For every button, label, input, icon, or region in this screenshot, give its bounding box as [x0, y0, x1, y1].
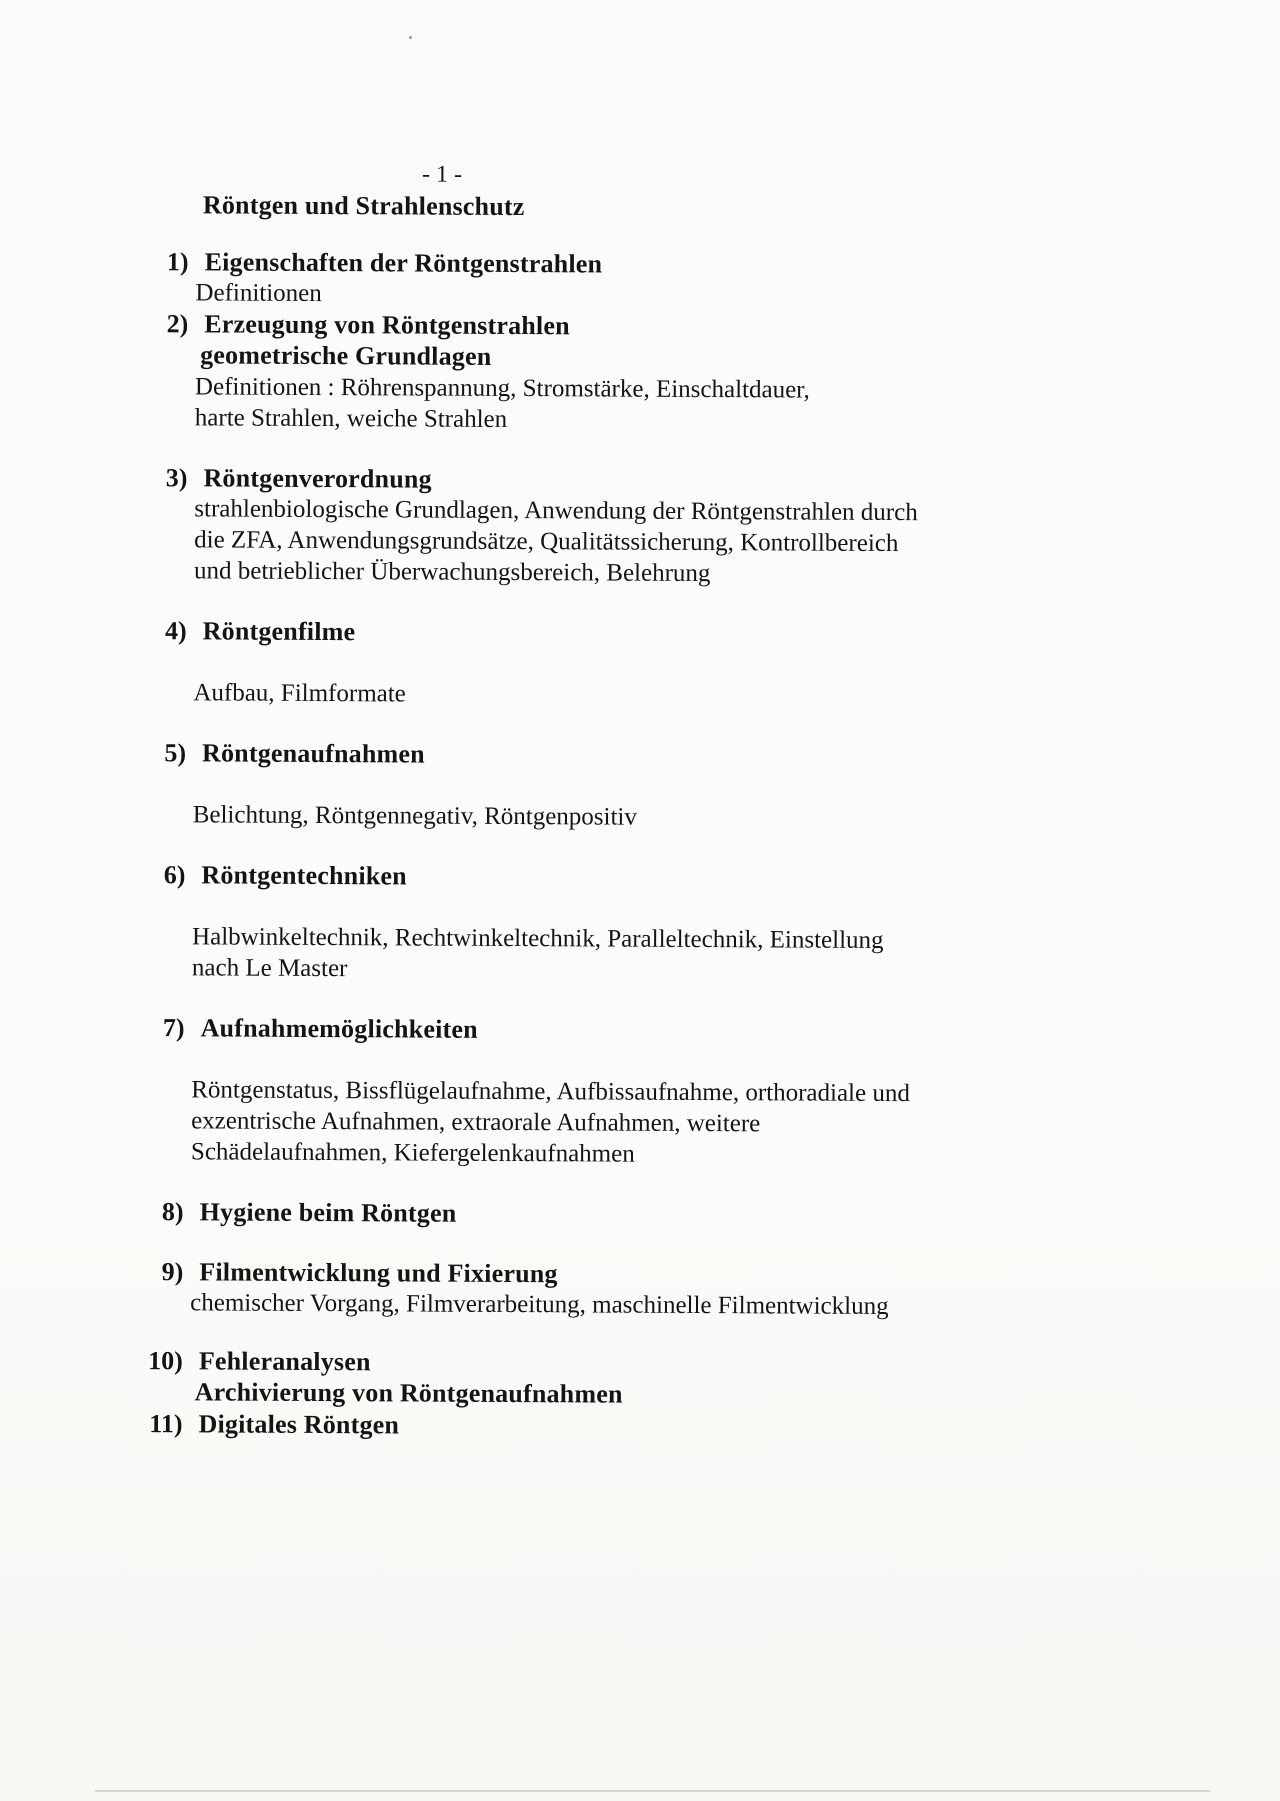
item-number: 2): [166, 309, 189, 339]
toc-item: [0, 307, 1278, 439]
toc-item: [0, 736, 1276, 836]
item-heading: Röntgenfilme: [202, 616, 356, 647]
item-number: 8): [161, 1197, 184, 1227]
toc-item: [0, 1011, 1275, 1173]
toc-item: [0, 1344, 1273, 1414]
toc-item: [0, 614, 1277, 714]
item-heading: Röntgentechniken: [201, 860, 407, 891]
item-line: Definitionen: [195, 279, 322, 308]
toc-item: [0, 858, 1275, 989]
item-heading: Röntgenaufnahmen: [201, 738, 425, 769]
document-title: Röntgen und Strahlenschutz: [202, 190, 525, 222]
item-heading: Hygiene beim Röntgen: [199, 1197, 457, 1228]
item-heading: Aufnahmemöglichkeiten: [200, 1013, 478, 1044]
toc-item: [0, 1195, 1274, 1233]
item-line: Belichtung, Röntgennegativ, Röntgenpositiv: [192, 801, 637, 831]
item-head: [0, 614, 1277, 652]
item-head: [0, 1407, 1273, 1445]
item-number: 4): [164, 616, 187, 646]
item-line: die ZFA, Anwendungsgrundsätze, Qualitätssicherung, Kontrollbereich: [194, 526, 899, 558]
item-heading: Fehleranalysen: [198, 1346, 371, 1377]
toc-item: [0, 1407, 1273, 1445]
item-line: Schädelaufnahmen, Kiefergelenkaufnahmen: [190, 1138, 635, 1168]
item-number: 7): [162, 1013, 185, 1043]
item-line: nach Le Master: [191, 954, 348, 983]
item-number: 9): [161, 1257, 184, 1287]
item-head: [0, 858, 1275, 896]
page-number: - 1 -: [422, 161, 463, 188]
item-line: harte Strahlen, weiche Strahlen: [194, 404, 508, 433]
item-line: Halbwinkeltechnik, Rechtwinkeltechnik, Paralleltechnik, Einstellung: [192, 923, 884, 954]
item-line: Röntgenstatus, Bissflügelaufnahme, Aufbissaufnahme, orthoradiale und: [191, 1076, 910, 1108]
toc-item: [0, 1255, 1273, 1324]
item-heading: Filmentwicklung und Fixierung: [199, 1257, 558, 1289]
item-number: 1): [166, 247, 189, 277]
item-number: 6): [163, 860, 186, 890]
scan-artifact-speck: [409, 36, 412, 39]
item-head: [0, 1195, 1274, 1233]
item-line: strahlenbiologische Grundlagen, Anwendung der Röntgenstrahlen durch: [194, 495, 918, 527]
toc-item: [0, 461, 1278, 592]
item-heading: Röntgenverordnung: [203, 463, 432, 494]
item-line: Aufbau, Filmformate: [193, 679, 406, 708]
item-heading: Erzeugung von Röntgenstrahlen: [204, 309, 570, 341]
item-number: 10): [148, 1346, 183, 1376]
item-head: [0, 736, 1276, 774]
item-subheading: geometrische Grundlagen: [200, 340, 492, 371]
item-number: 5): [164, 738, 187, 768]
item-heading: Eigenschaften der Röntgenstrahlen: [204, 247, 603, 279]
item-line: exzentrische Aufnahmen, extraorale Aufnahmen, weitere: [191, 1107, 761, 1138]
item-line: und betrieblicher Überwachungsbereich, Belehrung: [193, 557, 711, 588]
item-line: chemischer Vorgang, Filmverarbeitung, maschinelle Filmentwicklung: [190, 1289, 889, 1320]
item-head: [0, 1011, 1275, 1049]
item-line: Definitionen : Röhrenspannung, Stromstärke, Einschaltdauer,: [194, 373, 810, 404]
item-number: 3): [165, 463, 188, 493]
item-heading: Digitales Röntgen: [198, 1409, 400, 1440]
scan-artifact-bottom-edge: [95, 1790, 1210, 1792]
toc-item: [0, 245, 1279, 314]
item-subheading: Archivierung von Röntgenaufnahmen: [194, 1377, 623, 1409]
item-number: 11): [149, 1409, 183, 1439]
